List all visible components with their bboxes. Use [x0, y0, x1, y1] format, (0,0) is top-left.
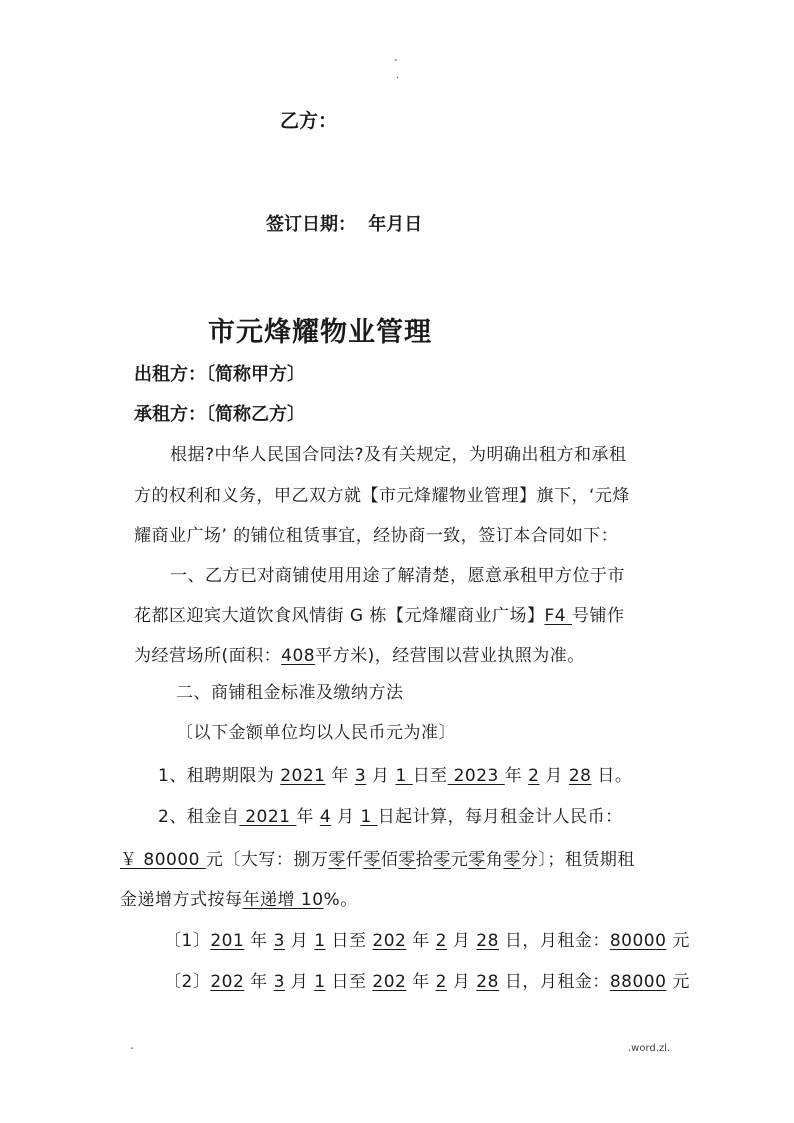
rent-line-1	[158, 802, 623, 827]
party-b-label: 乙方：	[280, 110, 338, 132]
period-start-day: 1	[314, 931, 326, 951]
period-start-year: 202	[210, 972, 245, 992]
period-end-year: 202	[372, 931, 407, 951]
intro-line-1: 根据?中华人民国合同法?及有关规定，为明确出租方和承租	[170, 445, 627, 465]
rent-line-2	[120, 845, 635, 870]
clause2-note: 〔以下金额单位均以人民币元为准〕	[176, 723, 456, 743]
period-text: 年	[406, 931, 436, 951]
header-mark-top: -	[394, 55, 398, 66]
period-text: 日至	[325, 931, 373, 951]
term-end-year: 2023	[447, 766, 505, 786]
rent-text: 角	[485, 850, 504, 870]
period-end-month: 2	[435, 972, 447, 992]
rent-start-year: 2021	[239, 807, 297, 827]
period-index: 〔1〕	[164, 931, 211, 951]
header-mark-bottom: .	[396, 70, 400, 81]
period-end-year: 202	[372, 972, 407, 992]
period-text: 年	[244, 931, 274, 951]
rent-text: 拾	[415, 850, 434, 870]
period-index: 〔2〕	[164, 972, 211, 992]
area-suffix: 平方米)，经营围以营业执照为准。	[315, 646, 585, 666]
period-text: 月	[446, 931, 477, 951]
term-text: 年	[325, 766, 355, 786]
period-end-day: 28	[476, 931, 499, 951]
rent-words: 零	[363, 850, 381, 870]
term-text: 月	[366, 766, 396, 786]
rent-words: 零	[468, 850, 486, 870]
period-text: 元	[666, 972, 690, 992]
rent-words: 零	[503, 850, 521, 870]
rent-text: 月	[331, 807, 361, 827]
clause1-location: 花都区迎宾大道饮食风情街 G 栋【元烽耀商业广场】	[134, 606, 545, 626]
rent-text: 日起计算，每月租金计人民币：	[377, 807, 623, 827]
rent-text: 元〔大写：捌万	[205, 850, 329, 870]
term-text: 日。	[591, 766, 633, 786]
rent-period-1	[164, 926, 690, 951]
clause1-line2-tail: 号铺作	[571, 606, 625, 626]
lessee-line: 承租方：〔简称乙方〕	[134, 404, 305, 425]
term-start-day: 1	[395, 766, 413, 786]
term-end-month: 2	[528, 766, 540, 786]
period-text: 日至	[325, 972, 373, 992]
shop-area: 408	[281, 646, 316, 666]
shop-unit-number: F4	[544, 606, 572, 626]
period-rent-amount: 80000	[609, 931, 667, 951]
area-prefix: 为经营场所(面积：	[134, 646, 282, 666]
period-end-month: 2	[435, 931, 447, 951]
company-title: 市元烽耀物业管理	[208, 317, 432, 348]
clause1-line-2	[134, 601, 624, 626]
period-start-day: 1	[314, 972, 326, 992]
rent-start-day: 1	[360, 807, 378, 827]
footer-left-mark: -	[130, 1043, 134, 1054]
clause2-heading: 二、商铺租金标准及缴纳方法	[176, 683, 404, 703]
footer-watermark: .word.zl.	[628, 1043, 671, 1054]
term-line	[158, 761, 632, 786]
rent-text: 金递增方式按每	[120, 890, 243, 910]
period-text: 年	[244, 972, 274, 992]
period-start-month: 3	[273, 931, 285, 951]
period-end-day: 28	[476, 972, 499, 992]
term-text: 月	[539, 766, 569, 786]
period-rent-amount: 88000	[609, 972, 667, 992]
intro-line-2: 方的权利和义务，甲乙双方就【市元烽耀物业管理】旗下，‘元烽	[134, 486, 630, 506]
rent-period-2	[164, 967, 690, 992]
sign-date	[266, 210, 422, 236]
term-prefix: 1、租聘期限为	[158, 766, 281, 786]
rent-text: 仟	[345, 850, 364, 870]
period-start-year: 201	[210, 931, 245, 951]
period-text: 元	[666, 931, 690, 951]
term-text: 日至	[412, 766, 448, 786]
period-text: 月	[284, 972, 315, 992]
term-end-day: 28	[568, 766, 592, 786]
rent-text: 佰	[380, 850, 399, 870]
term-text: 年	[504, 766, 529, 786]
intro-line-3: 耀商业广场’ 的铺位租赁事宜，经协商一致，签订本合同如下：	[134, 526, 619, 546]
clause1-line-3	[134, 641, 585, 666]
rent-words: 零	[433, 850, 451, 870]
rent-start-month: 4	[319, 807, 332, 827]
period-text: 月	[446, 972, 477, 992]
period-text: 日，月租金：	[498, 931, 610, 951]
rent-line-3	[120, 885, 358, 910]
rent-prefix: 2、租金自	[158, 807, 240, 827]
rent-words: 零	[398, 850, 416, 870]
period-start-month: 3	[273, 972, 285, 992]
period-text: 日，月租金：	[498, 972, 610, 992]
sign-date-label: 签订日期：	[266, 214, 356, 235]
clause1-line-1: 一、乙方已对商铺使用用途了解清楚，愿意承租甲方位于市	[170, 566, 625, 586]
period-text: 月	[284, 931, 315, 951]
sign-date-value: 年月日	[368, 214, 423, 235]
rent-words: 零	[328, 850, 346, 870]
period-text: 年	[406, 972, 436, 992]
rent-text: 元	[450, 850, 469, 870]
rent-text: 年	[296, 807, 320, 827]
lessor-line: 出租方：〔简称甲方〕	[134, 364, 305, 385]
term-start-month: 3	[354, 766, 367, 786]
rent-increase-rate: 年递增 10	[242, 890, 324, 910]
term-start-year: 2021	[280, 766, 326, 786]
rent-text: 分〕；租赁期租	[520, 850, 635, 870]
rent-text: %。	[323, 890, 358, 910]
monthly-rent-amount: ￥ 80000	[120, 850, 206, 870]
